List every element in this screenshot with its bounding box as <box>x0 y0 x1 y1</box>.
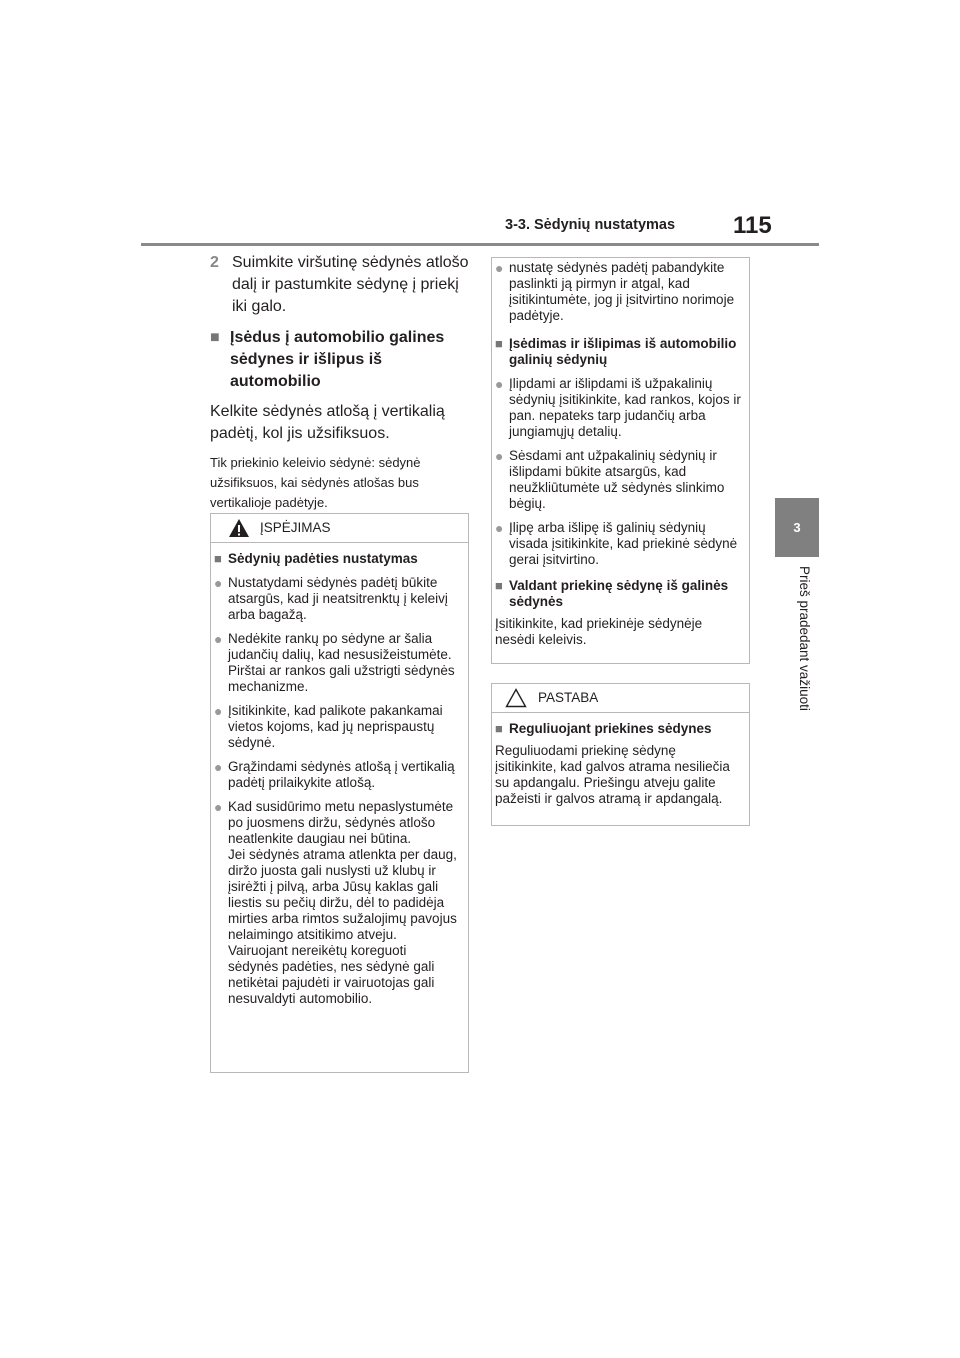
list-item: ● Įsitikinkite, kad palikote pakankamai vietos kojoms, kad jų neprispaustų sėdynė. <box>214 703 443 750</box>
bullet-icon: ● <box>214 759 223 775</box>
section-title: 3-3. Sėdynių nustatymas <box>505 217 676 233</box>
note-header <box>492 684 749 713</box>
warning-title: ĮSPĖJIMAS <box>260 520 331 535</box>
bullet-icon: ● <box>214 575 223 591</box>
list-item: ● Įlipę arba išlipę iš galinių sėdynių visada įsitikinkite, kad priekinė sėdynė gerai įsitvirtino. <box>495 520 738 567</box>
list-item: ● Grąžindami sėdynės atlošą į vertikalią padėtį prilaikykite atlošą. <box>214 759 455 790</box>
page-number: 115 <box>733 212 772 239</box>
warning-text: Įsitikinkite, kad priekinėje sėdynėje nesėdi keleivis. <box>495 616 703 647</box>
chapter-tab <box>775 498 819 557</box>
chapter-number: 3 <box>793 520 801 535</box>
warning-heading: ■ Valdant priekinę sėdynę iš galinės sėdynės <box>495 578 729 609</box>
list-item: ● Nedėkite rankų po sėdyne ar šalia judančių dalių, kad nesusižeistumėte. Pirštai ar rankos gali užstrigti sėdynės mechanizme. <box>214 631 455 694</box>
bullet-icon: ● <box>495 376 504 392</box>
square-bullet-icon: ■ <box>214 551 222 566</box>
note-heading: ■ Reguliuojant priekines sėdynes <box>495 721 712 736</box>
section-heading <box>210 327 472 393</box>
warning-heading: ■ Įsėdimas ir išlipimas iš automobilio galinių sėdynių <box>495 336 737 367</box>
step-text: Suimkite viršutinę sėdynės atlošo dalį ir pastumkite sėdynę į priekį iki galo. <box>232 254 469 315</box>
note-box <box>491 683 750 826</box>
list-item: ● Įlipdami ar išlipdami iš užpakalinių sėdynių įsitikinkite, kad rankos, kojos ir pan. nepateks tarp judančių arba jungiamųjų detalių. <box>495 376 741 439</box>
caution-triangle-icon <box>505 688 527 708</box>
bullet-icon: ● <box>495 260 504 276</box>
list-item: ● Nustatydami sėdynės padėtį būkite atsargūs, kad ji neatsitrenktų į keleivį arba bagažą. <box>214 575 448 622</box>
warning-box <box>210 513 469 1073</box>
step-number: 2 <box>210 254 219 271</box>
list-item: ● nustatę sėdynės padėtį pabandykite paslinkti ją pirmyn ir atgal, kad įsitikintumėte, jog ji įsitvirtino norimoje padėtyje. <box>495 260 735 323</box>
bullet-icon: ● <box>214 631 223 647</box>
warning-continued-box <box>491 257 750 664</box>
left-column <box>210 252 472 513</box>
list-item: ● Kad susidūrimo metu nepaslystumėte po juosmens diržu, sėdynės atlošo neatlenkite daugiau nei būtina. Jei sėdynės atrama atlenkta per daug, diržo juosta gali nuslysti už klubų ir įsirėžti į pilvą, arba Jūsų kaklas gali liestis su pečių diržu, dėl to padidėja mirties arba rimtos sužalojimų pavojus nelaimingo atsitikimo atveju. Vairuojant nereikėtų koreguoti sėdynės padėties, nes sėdynė gali netikėtai pajudėti ir vairuotojas gali nesuvaldyti automobilio. <box>214 799 457 1006</box>
bullet-icon: ● <box>214 799 223 815</box>
bullet-icon: ● <box>214 703 223 719</box>
section-heading-text: Įsėdus į automobilio galines sėdynes ir išlipus iš automobilio <box>230 329 445 390</box>
chapter-label: Prieš pradedant važiuoti <box>797 566 812 711</box>
body-paragraph: Kelkite sėdynės atlošą į vertikalią padėtį, kol jis užsifiksuos. <box>210 403 445 442</box>
small-note: Tik priekinio keleivio sėdynė: sėdynė užsifiksuos, kai sėdynės atlošas bus vertikalioje padėtyje. <box>210 455 421 510</box>
square-bullet-icon: ■ <box>210 329 220 346</box>
warning-header <box>211 514 468 543</box>
warning-triangle-icon <box>228 518 250 538</box>
list-item: ● Sėsdami ant užpakalinių sėdynių ir išlipdami būkite atsargūs, kad neužkliūtumėte už sėdynės slinkimo bėgių. <box>495 448 725 511</box>
header-rule <box>141 243 819 246</box>
bullet-icon: ● <box>495 520 504 536</box>
bullet-icon: ● <box>495 448 504 464</box>
note-text: Reguliuodami priekinę sėdynę įsitikinkite, kad galvos atrama nesiliečia su apdangalu. Priešingu atveju galite pažeisti ir galvos atramą ir apdangalą. <box>495 743 730 806</box>
square-bullet-icon: ■ <box>495 336 503 351</box>
square-bullet-icon: ■ <box>495 578 503 593</box>
warning-heading <box>214 551 460 567</box>
step-item <box>210 252 472 318</box>
square-bullet-icon: ■ <box>495 721 503 736</box>
note-title: PASTABA <box>538 690 599 705</box>
warning-heading-text: Sėdynių padėties nustatymas <box>228 551 418 566</box>
